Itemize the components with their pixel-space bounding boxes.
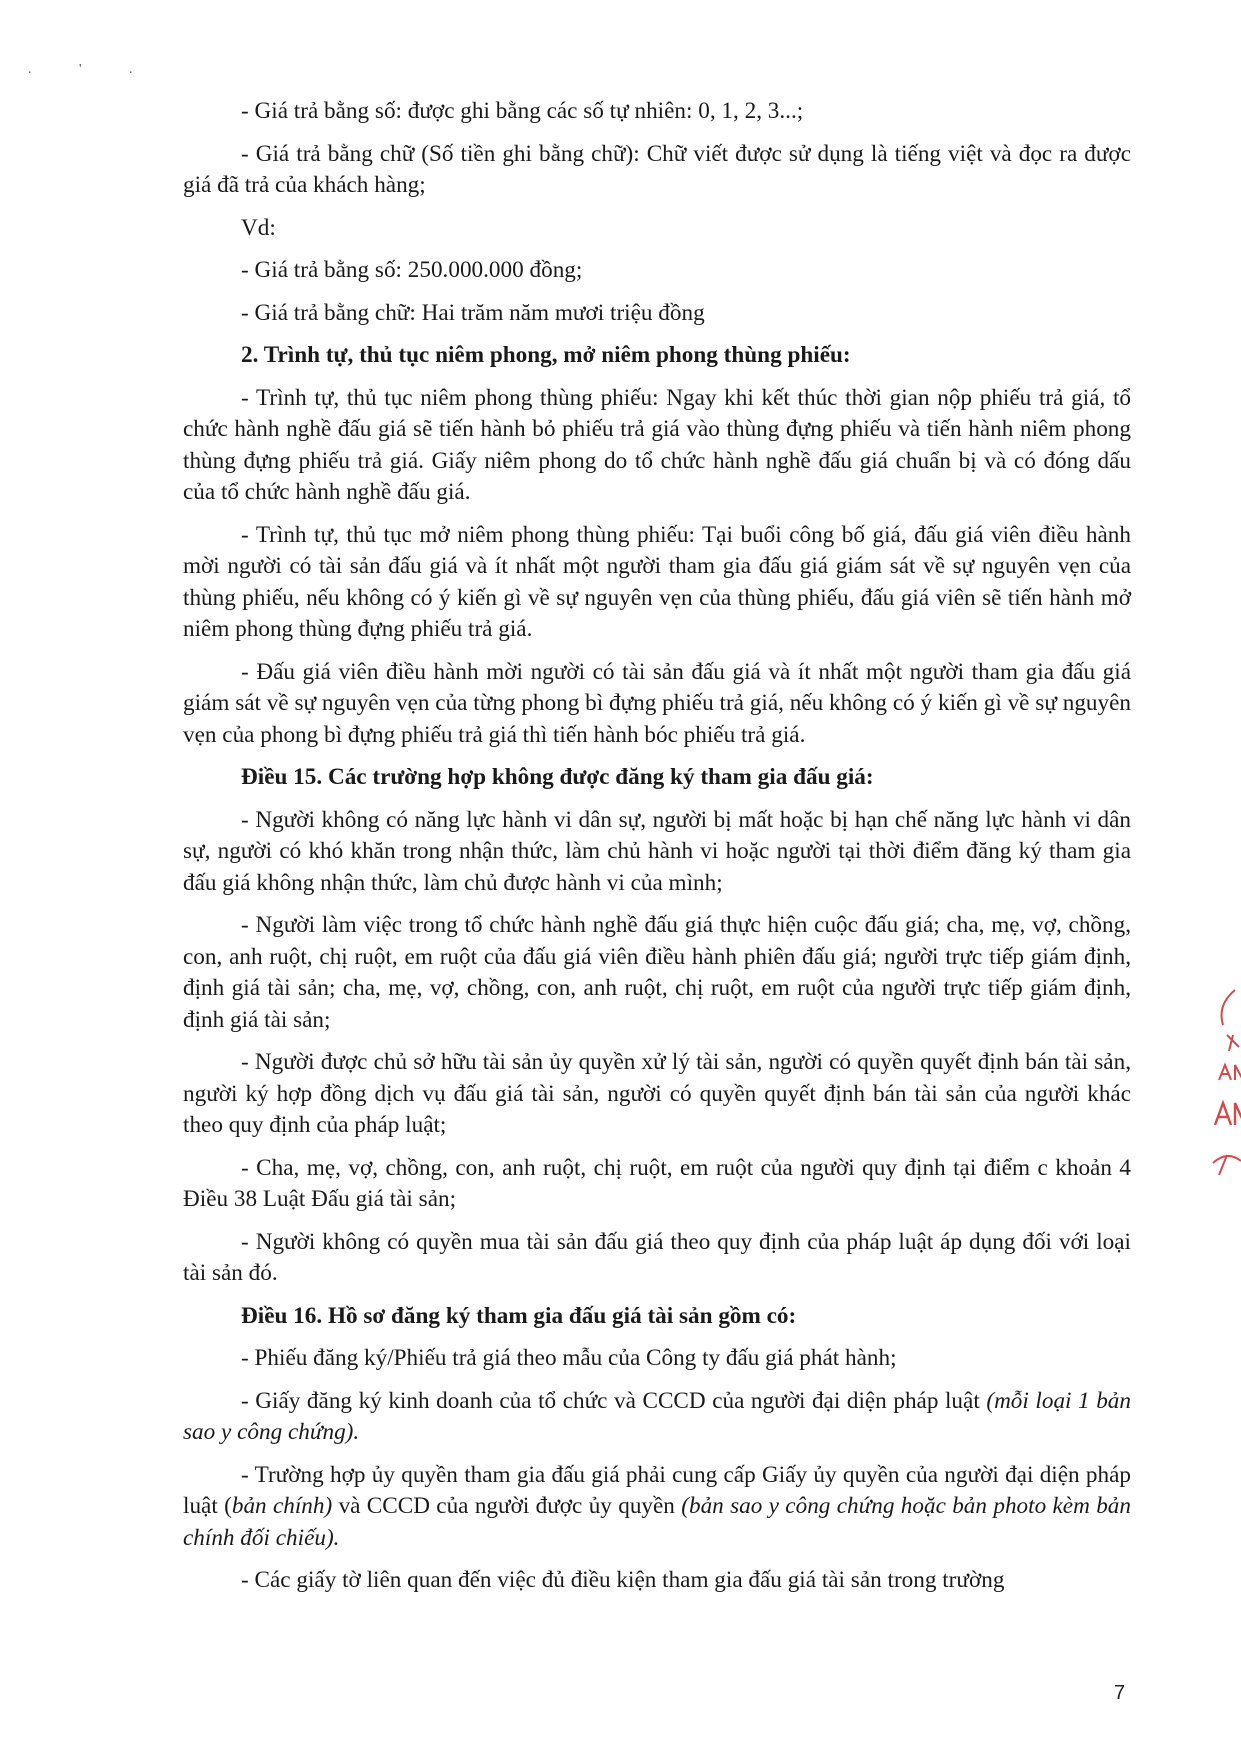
paragraph: - Trình tự, thủ tục niêm phong thùng phiếu: Ngay khi kết thúc thời gian nộp phiếu trả giá, tổ chức hành nghề đấu giá sẽ tiến hành bỏ phiếu trả giá vào thùng đựng phiếu và tiến hành niêm phong thùng đựng phiếu trả giá. Giấy niêm phong do tổ chức hành nghề đấu giá chuẩn bị và có đóng dấu của tổ chức hành nghề đấu giá. xyxy=(183,384,1131,505)
italic-note: (bản sao y công chứng hoặc bản photo kèm bản chính đối chiếu). xyxy=(183,1493,1131,1551)
text-run: và CCCD của người được ủy quyền xyxy=(332,1493,682,1519)
paragraph: - Người được chủ sở hữu tài sản ủy quyền xử lý tài sản, người có quyền quyết định bán tài sản, người ký hợp đồng dịch vụ đấu giá tài sản, người có quyền quyết định bán tài sản của người khác theo quy định của pháp luật; xyxy=(183,1049,1131,1138)
scan-marks: . ' . xyxy=(28,62,155,77)
paragraph: - Giá trả bằng số: 250.000.000 đồng; xyxy=(241,257,583,283)
paragraph: - Giá trả bằng chữ (Số tiền ghi bằng chữ): Chữ viết được sử dụng là tiếng việt và đọc ra được giá đã trả của khách hàng; xyxy=(183,140,1131,198)
paragraph: - Trình tự, thủ tục mở niêm phong thùng phiếu: Tại buổi công bố giá, đấu giá viên điều hành mời người có tài sản đấu giá và ít nhất một người tham gia đấu giá giám sát về sự nguyên vẹn của thùng phiếu, nếu không có ý kiến gì về sự nguyên vẹn của thùng phiếu, đấu giá viên sẽ tiến hành mở niêm phong thùng đựng phiếu trả giá. xyxy=(183,521,1131,642)
paragraph: - Đấu giá viên điều hành mời người có tài sản đấu giá và ít nhất một người tham gia đấu giá giám sát về sự nguyên vẹn của từng phong bì đựng phiếu trả giá, nếu không có ý kiến gì về sự nguyên vẹn của phong bì đựng phiếu trả giá thì tiến hành bóc phiếu trả giá. xyxy=(183,658,1131,748)
italic-note: bản chính) xyxy=(231,1493,333,1519)
paragraph: - Người không có năng lực hành vi dân sự, người bị mất hoặc bị hạn chế năng lực hành vi dân sự, người có khó khăn trong nhận thức, làm chủ hành vi hoặc người tại thời điểm đăng ký tham gia đấu giá không nhận thức, làm chủ được hành vi của mình; xyxy=(183,806,1131,896)
paragraph: - Giá trả bằng chữ: Hai trăm năm mươi triệu đồng xyxy=(241,299,705,326)
paragraph xyxy=(183,1386,1131,1449)
text-run: - Giấy đăng ký kinh doanh của tổ chức và CCCD của người đại diện pháp luật xyxy=(241,1387,987,1414)
paragraph: - Cha, mẹ, vợ, chồng, con, anh ruột, chị ruột, em ruột của người quy định tại điểm c khoản 4 Điều 38 Luật Đấu giá tài sản; xyxy=(183,1154,1131,1212)
paragraph: - Người làm việc trong tổ chức hành nghề đấu giá thực hiện cuộc đấu giá; cha, mẹ, vợ, chồng, con, anh ruột, chị ruột, em ruột của đấu giá viên điều hành phiên đấu giá; người trực tiếp giám định, định giá tài sản; cha, mẹ, vợ, chồng, con, anh ruột, chị ruột, em ruột của người trực tiếp giám định, định giá tài sản; xyxy=(183,912,1131,1033)
text-run: - Trường hợp ủy quyền tham gia đấu giá phải cung cấp Giấy ủy quyền của người đại diện pháp luật ( xyxy=(183,1461,1131,1519)
paragraph: - Người không có quyền mua tài sản đấu giá theo quy định của pháp luật áp dụng đối với loại tài sản đó. xyxy=(183,1228,1131,1286)
page-number: 7 xyxy=(1114,1682,1126,1704)
paragraph: Vd: xyxy=(241,214,276,241)
paragraph: - Phiếu đăng ký/Phiếu trả giá theo mẫu của Công ty đấu giá phát hành; xyxy=(241,1345,897,1371)
paragraph: - Giá trả bằng số: được ghi bằng các số tự nhiên: 0, 1, 2, 3...; xyxy=(241,98,804,124)
red-stamp-fragment xyxy=(1205,985,1241,1215)
section-heading: Điều 15. Các trường hợp không được đăng ký tham gia đấu giá: xyxy=(241,764,874,790)
section-heading: 2. Trình tự, thủ tục niêm phong, mở niêm phong thùng phiếu: xyxy=(241,342,851,368)
document-body xyxy=(183,96,1131,1608)
paragraph: - Các giấy tờ liên quan đến việc đủ điều kiện tham gia đấu giá tài sản trong trường xyxy=(241,1567,1005,1593)
italic-note: (mỗi loại 1 bản sao y công chứng). xyxy=(183,1387,1131,1445)
section-heading: Điều 16. Hồ sơ đăng ký tham gia đấu giá tài sản gồm có: xyxy=(241,1302,797,1329)
paragraph xyxy=(183,1460,1131,1555)
